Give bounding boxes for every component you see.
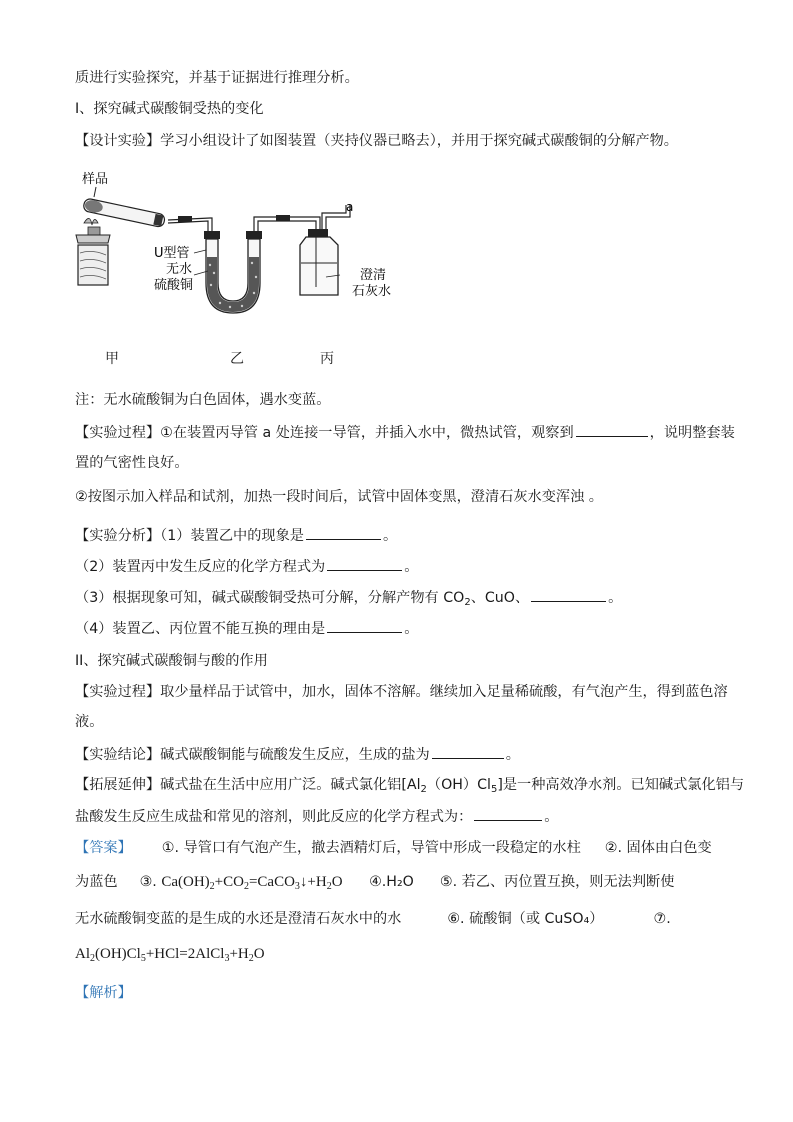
answer-line4: $Al_2(OH)Cl_5+HCl=2AlCl_3+H_2O$ — [75, 946, 265, 964]
answer-6: ⑥. 硫酸铜（或 CuSO₄） — [447, 911, 604, 927]
process1-line2: 置的气密性良好。 — [75, 455, 189, 471]
extension-text-a: 碱式盐在生活中应用广泛。碱式氯化铝[Al — [160, 777, 421, 793]
analysis-q3 — [75, 587, 622, 608]
q2-text: （2）装置丙中发生反应的化学方程式为 — [75, 559, 326, 575]
answer-5-a: ⑤. 若乙、丙位置互换，则无法判断使 — [439, 874, 675, 890]
answer-line2 — [75, 872, 674, 892]
extension-text-d: 盐酸发生反应生成盐和常见的溶剂，则此反应的化学方程式为： — [75, 809, 473, 825]
analysis-q2 — [75, 556, 418, 577]
limewater-bottle — [300, 205, 350, 295]
answer-1: ①. 导管口有气泡产生，撤去酒精灯后，导管中形成一段稳定的水柱 — [161, 840, 581, 856]
label-anhydrous-1: 无水 — [166, 262, 193, 277]
u-tube — [204, 231, 262, 313]
note-line: 注：无水硫酸铜为白色固体，遇水变蓝。 — [75, 392, 331, 408]
extension-line2 — [75, 806, 558, 827]
process3-label: 【实验过程】 — [75, 684, 161, 700]
answer-blank-q2[interactable] — [327, 556, 402, 571]
design-line — [75, 131, 678, 151]
answer-3-prefix: ③. — [139, 874, 157, 890]
q3-end: 。 — [608, 590, 623, 606]
label-limewater-1: 澄清 — [360, 268, 387, 283]
analysis-q4 — [75, 618, 418, 639]
answer-4: ④.H₂O — [369, 874, 414, 890]
answer-label: 【答案】 — [75, 840, 132, 856]
process1-line1 — [75, 422, 735, 443]
answer-blank-q4[interactable] — [327, 618, 402, 633]
answer-7-prefix: ⑦. — [653, 911, 671, 927]
process1-text-b: ，说明整套装 — [649, 425, 735, 441]
q1-end: 。 — [382, 528, 398, 544]
part2-title: II、探究碱式碳酸铜与酸的作用 — [75, 653, 268, 669]
q4-end: 。 — [404, 621, 419, 637]
extension-text-c: ]是一种高效净水剂。已知碱式氯化铝与 — [497, 777, 745, 793]
answer-line3 — [75, 909, 671, 929]
extension-sub2: 5 — [490, 784, 498, 795]
process3-line2: 液。 — [75, 714, 104, 730]
q3-text-b: 、CuO、 — [470, 590, 530, 606]
conclusion-text: 碱式碳酸铜能与硫酸发生反应，生成的盐为 — [160, 747, 430, 763]
process3-line1 — [75, 682, 728, 702]
caption-bing: 丙 — [320, 351, 334, 367]
part1-title: I、探究碱式碳酸铜受热的变化 — [75, 101, 264, 117]
process2-line: ②按图示加入样品和试剂，加热一段时间后，试管中固体变黑，澄清石灰水变浑浊 。 — [75, 489, 603, 505]
conclusion-line — [75, 744, 520, 765]
answer-3-equation: $Ca(OH)_2+CO_2=CaCO_3↓+H_2O$ — [161, 874, 343, 892]
process1-text-a: ①在装置丙导管 a 处连接一导管，并插入水中，微热试管，观察到 — [160, 425, 574, 441]
label-u-tube: U型管 — [154, 246, 190, 261]
caption-yi: 乙 — [230, 351, 244, 367]
q3-sub: 2 — [464, 597, 471, 608]
answer-line1 — [75, 838, 712, 858]
alcohol-lamp — [76, 218, 110, 285]
answer-blank-conclusion[interactable] — [432, 744, 504, 759]
analysis-section-label: 【解析】 — [75, 985, 132, 1001]
extension-label: 【拓展延伸】 — [75, 777, 161, 793]
answer-2-b: 为蓝色 — [75, 874, 118, 890]
answer-blank-extension[interactable] — [474, 806, 542, 821]
conclusion-end: 。 — [505, 747, 520, 763]
design-label: 【设计实验】 — [75, 133, 161, 149]
label-sample: 样品 — [82, 172, 109, 187]
design-text: 学习小组设计了如图装置（夹持仪器已略去），并用于探究碱式碳酸铜的分解产物。 — [160, 133, 678, 149]
analysis-label: 【实验分析】 — [75, 528, 161, 544]
analysis-q1 — [75, 525, 397, 546]
q1-text: （1）装置乙中的现象是 — [160, 528, 304, 544]
q2-end: 。 — [404, 559, 419, 575]
extension-sub1: 2 — [420, 784, 427, 795]
extension-line1 — [75, 775, 744, 795]
extension-text-b: （OH）Cl — [426, 777, 491, 793]
intro-line: 质进行实验探究，并基于证据进行推理分析。 — [75, 70, 359, 86]
conclusion-label: 【实验结论】 — [75, 747, 161, 763]
answer-5-b: 无水硫酸铜变蓝的是生成的水还是澄清石灰水中的水 — [75, 911, 402, 927]
answer-blank-q3[interactable] — [531, 587, 606, 602]
process3-text: 取少量样品于试管中，加水，固体不溶解。继续加入足量稀硫酸，有气泡产生，得到蓝色溶 — [160, 684, 728, 700]
q3-text: （3）根据现象可知，碱式碳酸铜受热可分解，分解产物有 CO — [75, 590, 465, 606]
caption-jia: 甲 — [105, 351, 119, 367]
extension-end: 。 — [544, 809, 559, 825]
apparatus-figure — [70, 165, 430, 340]
label-anhydrous-2: 硫酸铜 — [154, 278, 194, 293]
label-limewater-2: 石灰水 — [352, 284, 392, 299]
answer-2-a: ②. 固体由白色变 — [604, 840, 712, 856]
process1-label: 【实验过程】 — [75, 425, 161, 441]
answer-blank-1[interactable] — [576, 422, 648, 437]
answer-blank-q1[interactable] — [306, 525, 381, 540]
q4-text: （4）装置乙、丙位置不能互换的理由是 — [75, 621, 326, 637]
label-a: a — [346, 200, 354, 214]
